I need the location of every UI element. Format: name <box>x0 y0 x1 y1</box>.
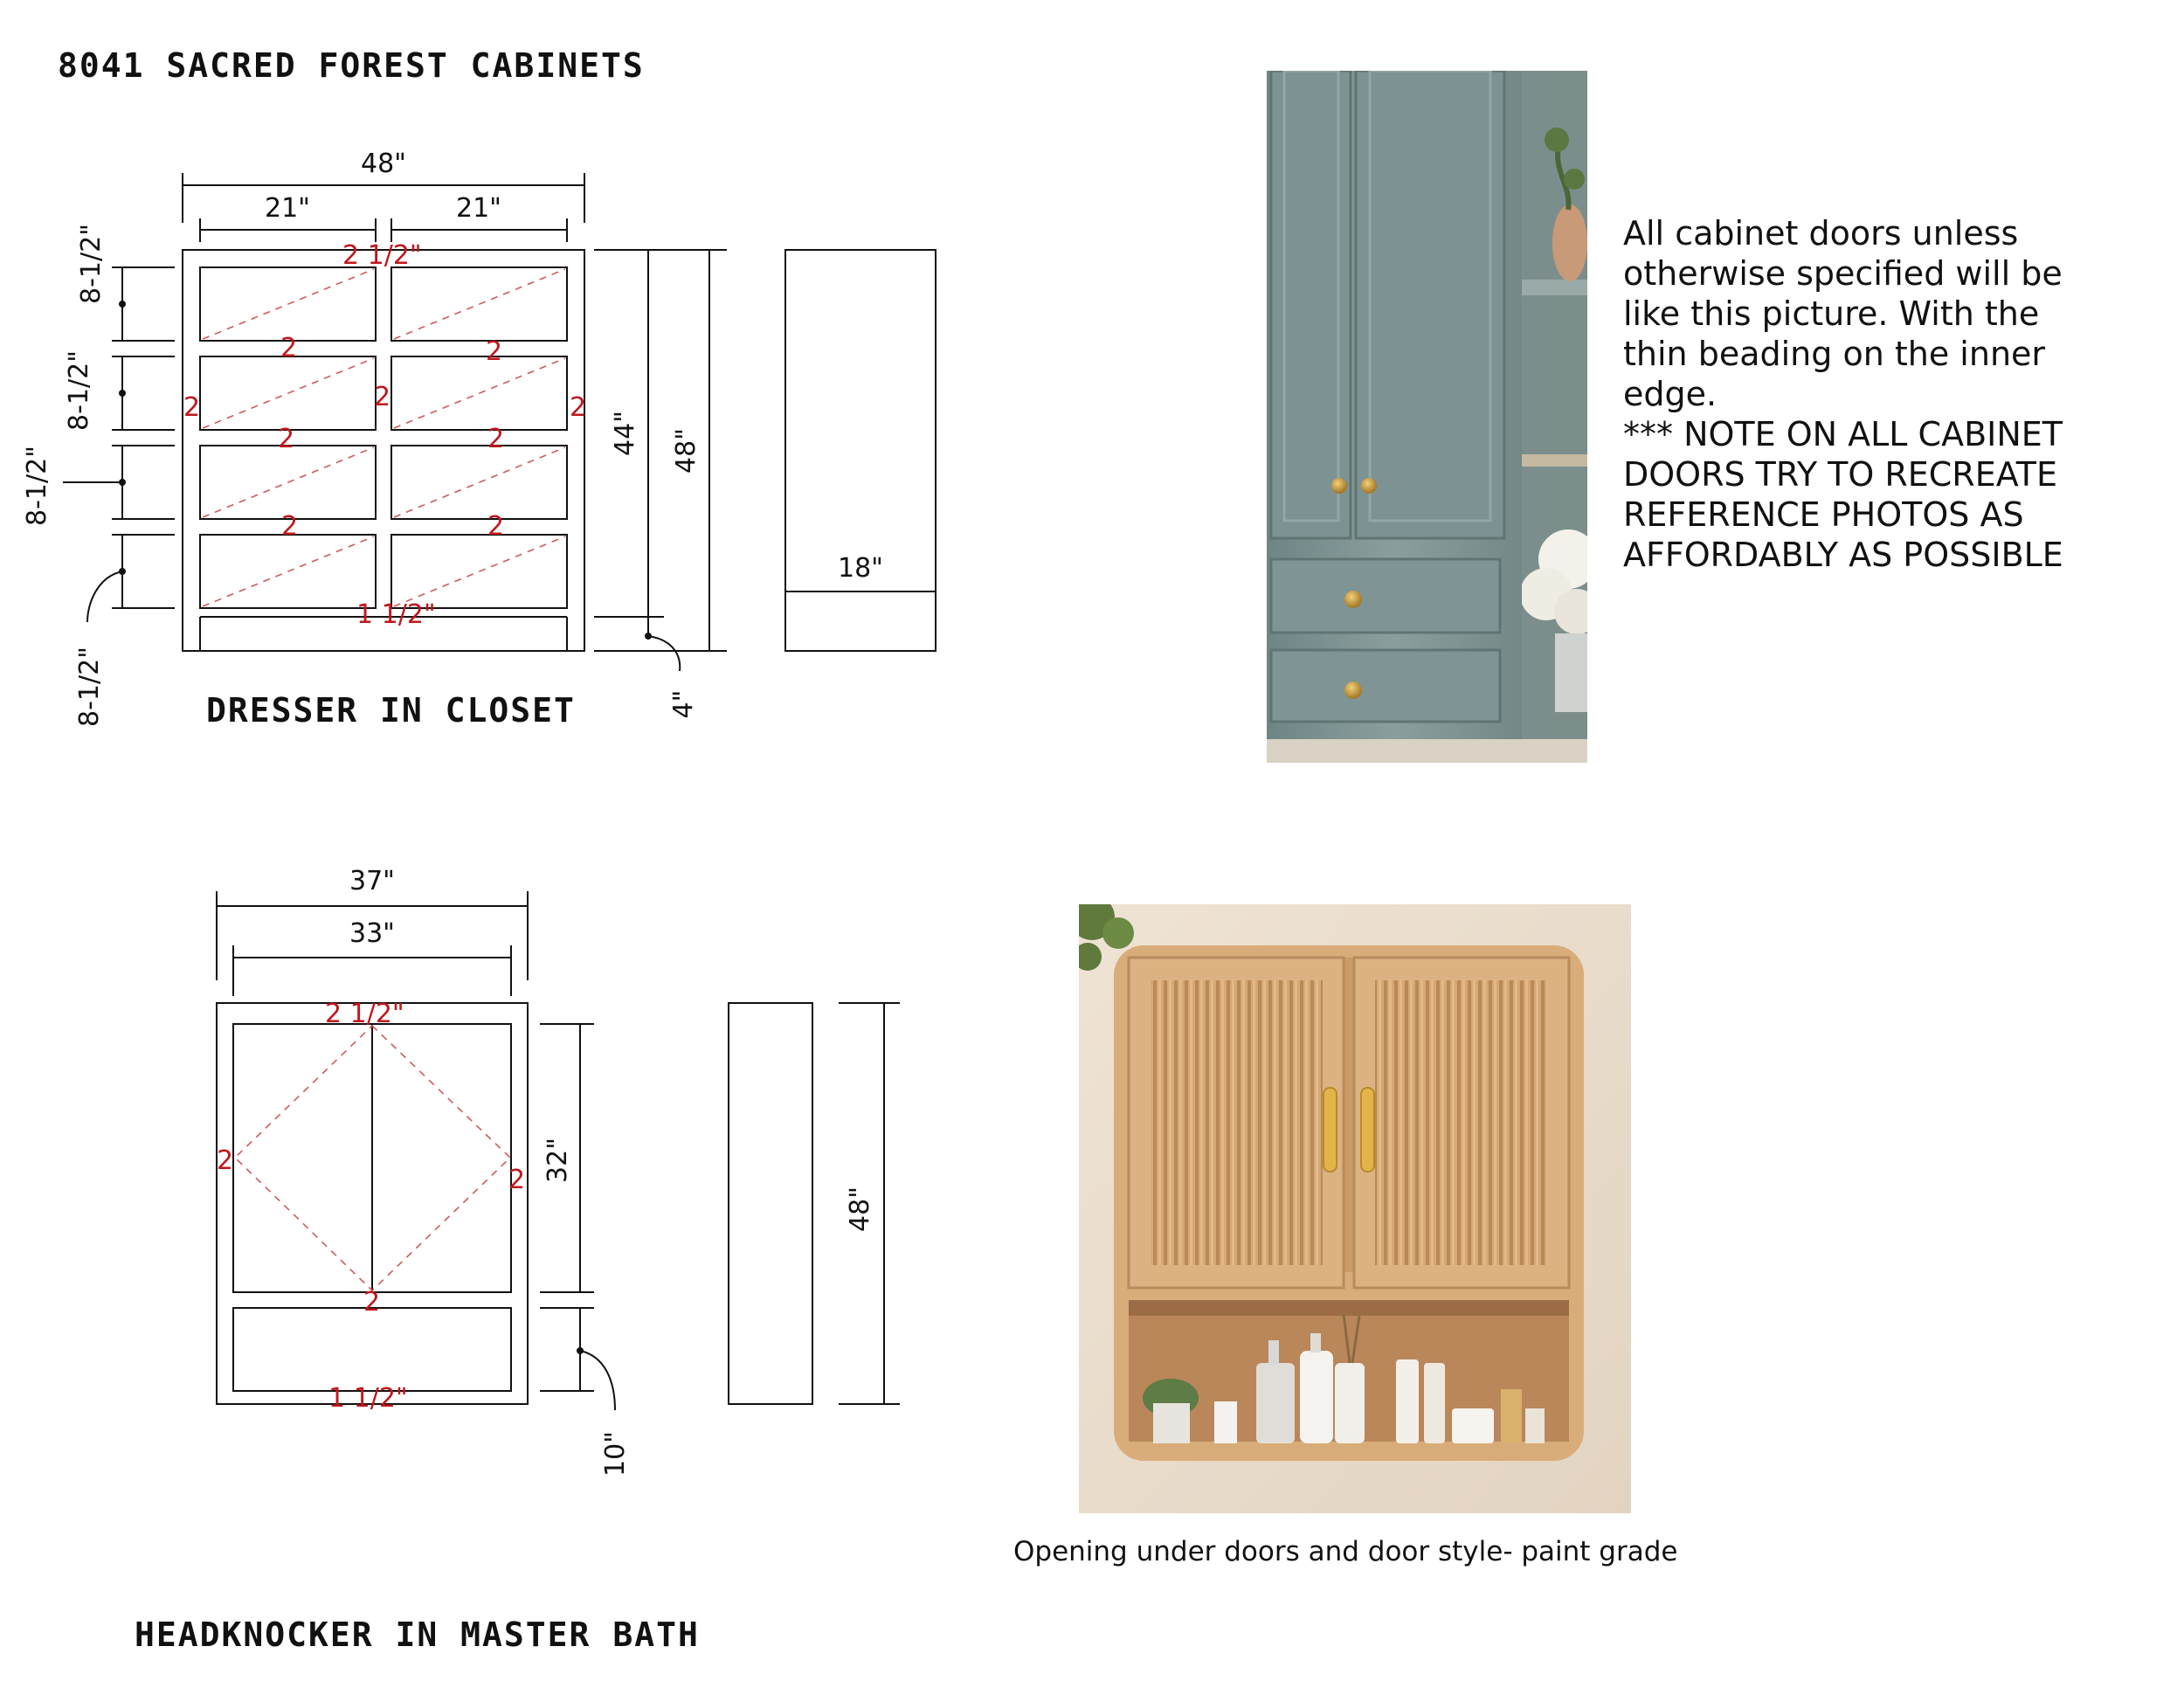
dim-right-width: 21" <box>456 193 501 224</box>
headknocker-height-dimensions <box>540 1024 631 1477</box>
note-line: like this picture. With the <box>1623 294 2040 333</box>
markup-diagonal <box>394 358 565 428</box>
red-gap-label: 2 <box>183 392 201 423</box>
red-gap-label: 2 <box>487 511 505 542</box>
reference-photo-oak-cabinet <box>1069 895 1631 1513</box>
headknocker-width-dimensions <box>217 866 528 996</box>
note-line: All cabinet doors unless <box>1623 214 2019 253</box>
note-line: thin beading on the inner <box>1623 335 2046 373</box>
headknocker-side-elevation <box>729 1003 900 1404</box>
red-gap-label: 2 <box>486 336 503 367</box>
headknocker-front-elevation <box>217 999 528 1414</box>
dresser-carcass <box>183 250 587 651</box>
dim-total-height: 48" <box>671 428 702 474</box>
cabinet-door-note <box>1623 213 2112 575</box>
note-line: *** NOTE ON ALL CABINET <box>1623 415 2063 453</box>
red-gap-label: 2 <box>570 392 587 423</box>
note-line: REFERENCE PHOTOS AS <box>1623 495 2024 534</box>
photo-caption: Opening under doors and door style- paint grade <box>1013 1536 1678 1567</box>
red-gap-label: 2 <box>363 1287 381 1318</box>
dim-inner-width: 33" <box>349 918 395 949</box>
red-gap-label: 2 <box>281 511 299 542</box>
red-gap-label: 2 <box>217 1145 234 1176</box>
dresser-height-dimensions <box>594 250 727 718</box>
red-bottom-rail-label: 1 1/2" <box>328 1383 408 1414</box>
headknocker-open-shelf <box>233 1308 511 1391</box>
dim-total-width: 48" <box>361 149 406 179</box>
note-line: edge. <box>1623 375 1717 413</box>
dim-drawer-3: 8-1/2" <box>22 446 52 526</box>
dresser-width-dimensions <box>183 149 584 242</box>
red-top-rail-label: 2 1/2" <box>342 240 422 271</box>
markup-diagonal <box>203 358 374 428</box>
red-gap-label: 2 <box>280 333 298 363</box>
reference-photo-sage-cabinet <box>1267 71 1600 763</box>
dim-total-width: 37" <box>349 866 395 896</box>
markup-diagonal <box>203 269 374 339</box>
red-gap-label: 2 <box>508 1165 526 1195</box>
note-line: AFFORDABLY AS POSSIBLE <box>1623 536 2063 574</box>
dim-drawer-2: 8-1/2" <box>64 350 94 431</box>
dresser-side-elevation <box>785 250 936 651</box>
red-bottom-rail-label: 1 1/2" <box>356 599 436 630</box>
red-gap-label: 2 <box>278 424 295 454</box>
dim-total-height: 48" <box>845 1186 875 1232</box>
dresser-caption: DRESSER IN CLOSET <box>206 691 576 730</box>
page-title: 8041 SACRED FOREST CABINETS <box>58 46 645 85</box>
markup-diagonal <box>394 447 565 517</box>
red-gap-label: 2 <box>487 424 505 454</box>
note-line: DOORS TRY TO RECREATE <box>1623 455 2057 494</box>
markup-diagonal <box>394 269 565 339</box>
dim-bottom-gap: 10" <box>600 1431 631 1477</box>
dim-drawer-1: 8-1/2" <box>76 224 107 304</box>
headknocker-caption: HEADKNOCKER IN MASTER BATH <box>135 1615 700 1654</box>
dim-toe-kick: 4" <box>668 689 699 719</box>
dim-depth: 18" <box>838 553 883 584</box>
dim-drawer-4: 8-1/2" <box>74 647 105 727</box>
red-top-rail-label: 2 1/2" <box>325 999 404 1029</box>
dresser-front-elevation <box>183 240 586 651</box>
markup-diagonal <box>203 536 374 606</box>
dresser-drawer-height-dimensions <box>22 224 175 727</box>
red-gap-label: 2 <box>374 382 391 412</box>
dim-door-height: 32" <box>543 1138 573 1183</box>
markup-diagonal <box>203 447 374 517</box>
dim-left-width: 21" <box>265 193 310 224</box>
markup-diagonal <box>394 536 565 606</box>
dim-inner-height: 44" <box>610 411 640 456</box>
note-line: otherwise specified will be <box>1623 254 2063 293</box>
